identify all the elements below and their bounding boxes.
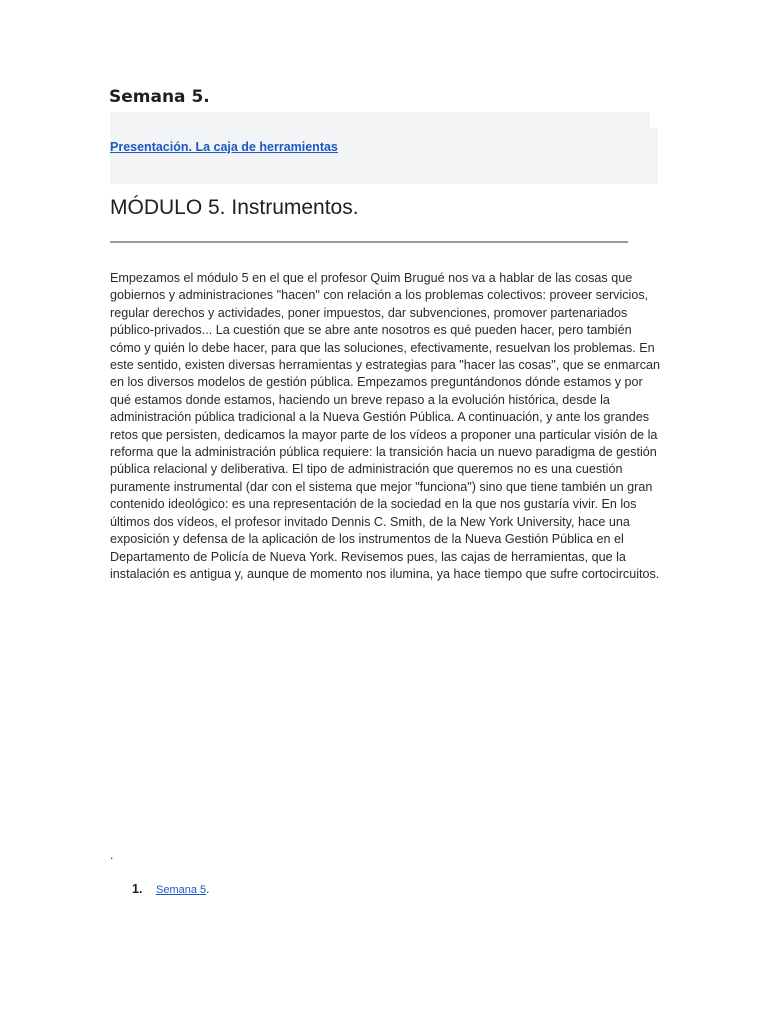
stray-mark: .: [110, 848, 114, 862]
box-notch: [650, 112, 658, 128]
module-title: MÓDULO 5. Instrumentos.: [110, 196, 359, 219]
breadcrumb-number: 1.: [132, 882, 143, 896]
week-heading: Semana 5.: [109, 87, 210, 107]
presentation-link[interactable]: Presentación. La caja de herramientas: [110, 140, 338, 154]
breadcrumb-item: [132, 882, 210, 896]
breadcrumb-link-semana-5[interactable]: Semana 5: [156, 884, 207, 896]
breadcrumb-suffix: .: [206, 882, 210, 896]
breadcrumb: [132, 882, 210, 896]
presentation-box: [110, 112, 658, 184]
module-description: Empezamos el módulo 5 en el que el profesor Quim Brugué nos va a hablar de las cosas que gobiernos y administraciones "hacen" con relación a los problemas colectivos: proveer servicios, regular derechos y actividades, poner impuestos, dar subvenciones, promover partenariados público-privados... La cuestión que se abre ante nosotros es qué pueden hacer, pero también cómo y quién lo debe hacer, para que las soluciones, efectivamente, resuelvan los problemas. En este sentido, existen diversas herramientas y estrategias para "hacer las cosas", que se enmarcan en los diversos modelos de gestión pública. Empezamos preguntándonos dónde estamos y por qué estamos donde estamos, haciendo un breve repaso a la evolución histórica, desde la administración pública tradicional a la Nueva Gestión Pública. A continuación, y ante los grandes retos que persisten, dedicamos la mayor parte de los vídeos a proponer una particular visión de la reforma que la administración pública requiere: la transición hacia un nuevo paradigma de gestión pública relacional y deliberativa. El tipo de administración que queremos no es una cuestión puramente instrumental (dar con el sistema que mejor "funciona") sino que tiene también un gran contenido ideológico: es una representación de la sociedad en la que nos gustaría vivir. En los últimos dos vídeos, el profesor invitado Dennis C. Smith, de la New York University, hace una exposición y defensa de la aplicación de los instrumentos de la Nueva Gestión Pública en el Departamento de Policía de Nueva York. Revisemos pues, las cajas de herramientas, que la instalación es antigua y, aunque de momento nos ilumina, ya hace tiempo que sufre cortocircuitos.: [110, 271, 661, 581]
title-divider: [110, 241, 628, 243]
